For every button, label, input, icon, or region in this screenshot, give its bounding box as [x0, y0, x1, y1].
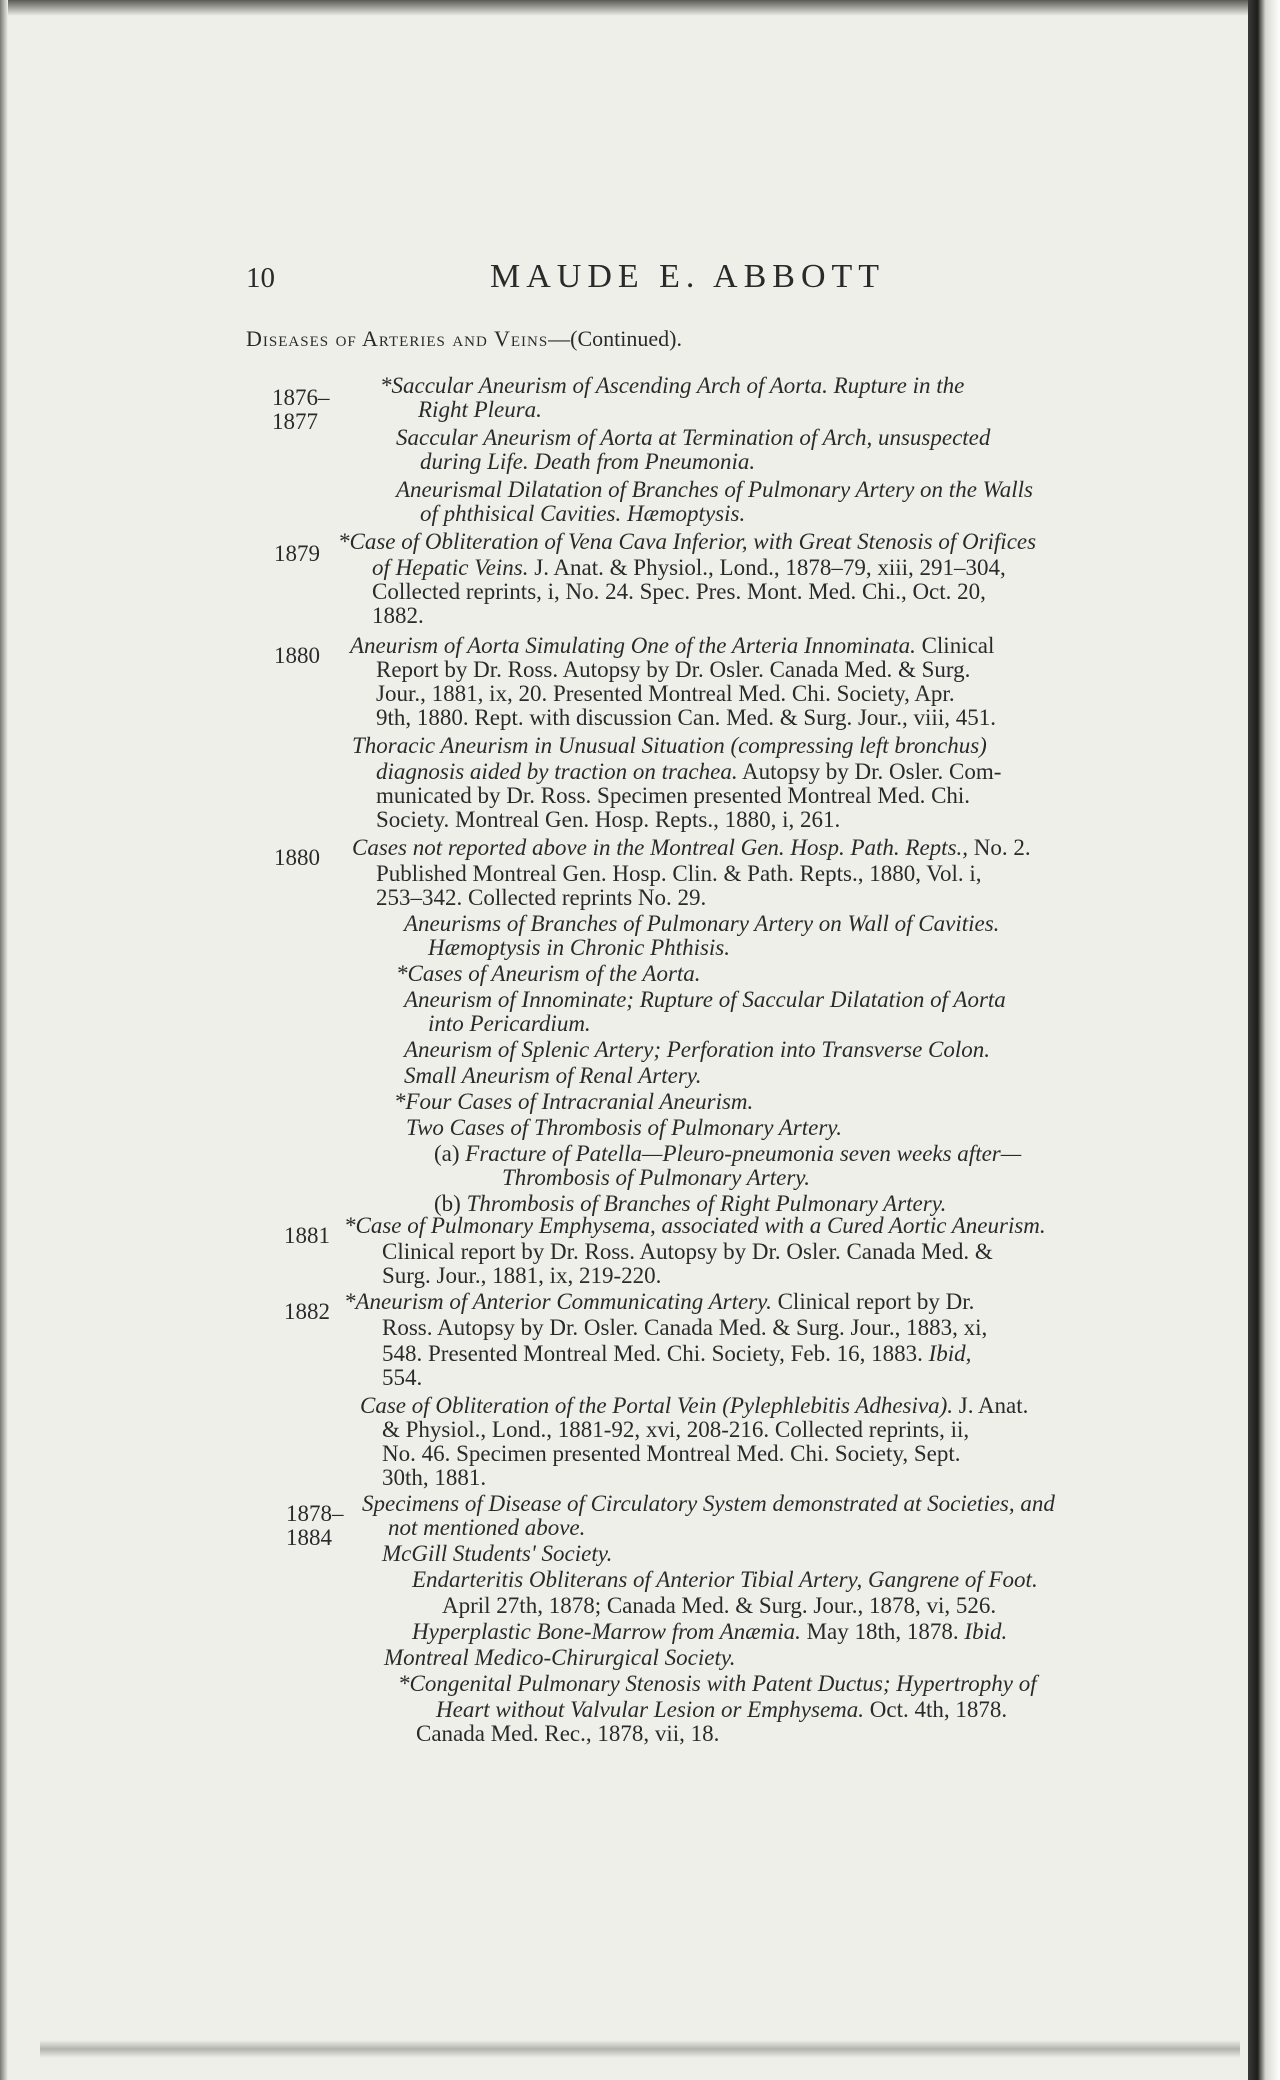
entry-line: Right Pleura.: [418, 397, 542, 422]
entry-line: 1882.: [372, 603, 424, 628]
year-label: 1878–: [286, 1501, 344, 1526]
entry-line: *Case of Pulmonary Emphysema, associated with a Cured Aortic Aneurism.: [344, 1213, 1046, 1238]
entry-line: 30th, 1881.: [382, 1465, 487, 1490]
entry-line: Thrombosis of Pulmonary Artery.: [502, 1165, 810, 1190]
entry-line: *Aneurism of Anterior Communicating Artery. Clinical report by Dr.: [344, 1289, 975, 1314]
page-number: 10: [246, 262, 275, 294]
entry-line: Saccular Aneurism of Aorta at Termination of Arch, unsuspected: [396, 425, 991, 450]
entry-line: Endarteritis Obliterans of Anterior Tibial Artery, Gangrene of Foot.: [412, 1567, 1038, 1592]
entry-line: Aneurisms of Branches of Pulmonary Artery on Wall of Cavities.: [404, 911, 1000, 936]
section-title: [246, 326, 682, 352]
entry-line: Collected reprints, i, No. 24. Spec. Pres. Mont. Med. Chi., Oct. 20,: [372, 579, 986, 604]
entry-line: No. 46. Specimen presented Montreal Med. Chi. Society, Sept.: [382, 1441, 961, 1466]
entry-line: Clinical report by Dr. Ross. Autopsy by Dr. Osler. Canada Med. &: [382, 1239, 993, 1264]
entry-line: Small Aneurism of Renal Artery.: [404, 1063, 702, 1088]
entry-line: Jour., 1881, ix, 20. Presented Montreal Med. Chi. Society, Apr.: [376, 681, 955, 706]
section-title-main: Diseases of Arteries and Veins: [246, 326, 549, 351]
entry-line: diagnosis aided by traction on trachea. Autopsy by Dr. Osler. Com-: [376, 759, 1002, 784]
page-edge-left: [0, 0, 8, 2080]
year-label: 1884: [286, 1525, 332, 1550]
entry-line: Hyperplastic Bone-Marrow from Anæmia. May 18th, 1878. Ibid.: [412, 1619, 1008, 1644]
entry-line: Case of Obliteration of the Portal Vein (Pylephlebitis Adhesiva). J. Anat.: [360, 1393, 1029, 1418]
entry-line: Published Montreal Gen. Hosp. Clin. & Path. Repts., 1880, Vol. i,: [376, 861, 982, 886]
entry-line: of Hepatic Veins. J. Anat. & Physiol., Lond., 1878–79, xiii, 291–304,: [372, 555, 1006, 580]
entry-line: 548. Presented Montreal Med. Chi. Society, Feb. 16, 1883. Ibid,: [382, 1341, 972, 1366]
entry-line: 9th, 1880. Rept. with discussion Can. Med. & Surg. Jour., viii, 451.: [376, 705, 996, 730]
entry-line: into Pericardium.: [428, 1011, 591, 1036]
entry-line: *Case of Obliteration of Vena Cava Inferior, with Great Stenosis of Orifices: [338, 529, 1037, 554]
section-title-suffix: —(Continued).: [548, 326, 682, 351]
page-edge-bottom: [40, 2040, 1240, 2058]
entry-line: *Congenital Pulmonary Stenosis with Patent Ductus; Hypertrophy of: [398, 1671, 1037, 1696]
entry-line: Hæmoptysis in Chronic Phthisis.: [428, 935, 730, 960]
entry-line: Heart without Valvular Lesion or Emphysema. Oct. 4th, 1878.: [436, 1697, 1008, 1722]
entry-line: Ross. Autopsy by Dr. Osler. Canada Med. & Surg. Jour., 1883, xi,: [382, 1315, 988, 1340]
entry-line: *Four Cases of Intracranial Aneurism.: [394, 1089, 754, 1114]
entry-line: Cases not reported above in the Montreal Gen. Hosp. Path. Repts., No. 2.: [352, 835, 1031, 860]
entry-line: Specimens of Disease of Circulatory System demonstrated at Societies, and: [362, 1491, 1055, 1516]
entry-line: Canada Med. Rec., 1878, vii, 18.: [416, 1721, 720, 1746]
entry-line: 554.: [382, 1365, 423, 1390]
year-label: 1882: [284, 1299, 330, 1324]
entry-line: Two Cases of Thrombosis of Pulmonary Artery.: [406, 1115, 842, 1140]
entry-line: of phthisical Cavities. Hæmoptysis.: [420, 501, 746, 526]
entry-line: *Saccular Aneurism of Ascending Arch of Aorta. Rupture in the: [380, 373, 965, 398]
page-edge-top: [0, 0, 1248, 16]
entry-line: Aneurism of Innominate; Rupture of Saccular Dilatation of Aorta: [404, 987, 1006, 1012]
year-label: 1880: [274, 845, 320, 870]
entry-line: (b) Thrombosis of Branches of Right Pulmonary Artery.: [434, 1191, 947, 1216]
entry-line: not mentioned above.: [388, 1515, 586, 1540]
entry-line: Thoracic Aneurism in Unusual Situation (compressing left bronchus): [352, 733, 987, 758]
entry-line: Surg. Jour., 1881, ix, 219-220.: [382, 1263, 662, 1288]
year-label: 1877: [272, 409, 318, 434]
entry-line: April 27th, 1878; Canada Med. & Surg. Jour., 1878, vi, 526.: [442, 1593, 997, 1618]
year-label: 1881: [284, 1223, 330, 1248]
running-head: MAUDE E. ABBOTT: [490, 258, 886, 295]
entry-line: & Physiol., Lond., 1881-92, xvi, 208-216. Collected reprints, ii,: [382, 1417, 970, 1442]
entry-line: Report by Dr. Ross. Autopsy by Dr. Osler. Canada Med. & Surg.: [376, 657, 971, 682]
entry-line: municated by Dr. Ross. Specimen presented Montreal Med. Chi.: [376, 783, 971, 808]
entry-line: during Life. Death from Pneumonia.: [420, 449, 756, 474]
year-label: 1879: [274, 541, 320, 566]
entry-line: Aneurismal Dilatation of Branches of Pulmonary Artery on the Walls: [396, 477, 1033, 502]
book-binding-edge: [1248, 0, 1280, 2080]
entry-line: McGill Students' Society.: [382, 1541, 613, 1566]
entry-line: Aneurism of Aorta Simulating One of the Arteria Innominata. Clinical: [350, 633, 995, 658]
entry-line: Aneurism of Splenic Artery; Perforation into Transverse Colon.: [404, 1037, 991, 1062]
entry-line: Society. Montreal Gen. Hosp. Repts., 1880, i, 261.: [376, 807, 841, 832]
entry-line: 253–342. Collected reprints No. 29.: [376, 885, 707, 910]
entry-line: Montreal Medico-Chirurgical Society.: [384, 1645, 736, 1670]
year-label: 1876–: [272, 385, 330, 410]
year-label: 1880: [274, 643, 320, 668]
entry-line: (a) Fracture of Patella—Pleuro-pneumonia seven weeks after—: [434, 1141, 1022, 1166]
entry-line: *Cases of Aneurism of the Aorta.: [396, 961, 701, 986]
